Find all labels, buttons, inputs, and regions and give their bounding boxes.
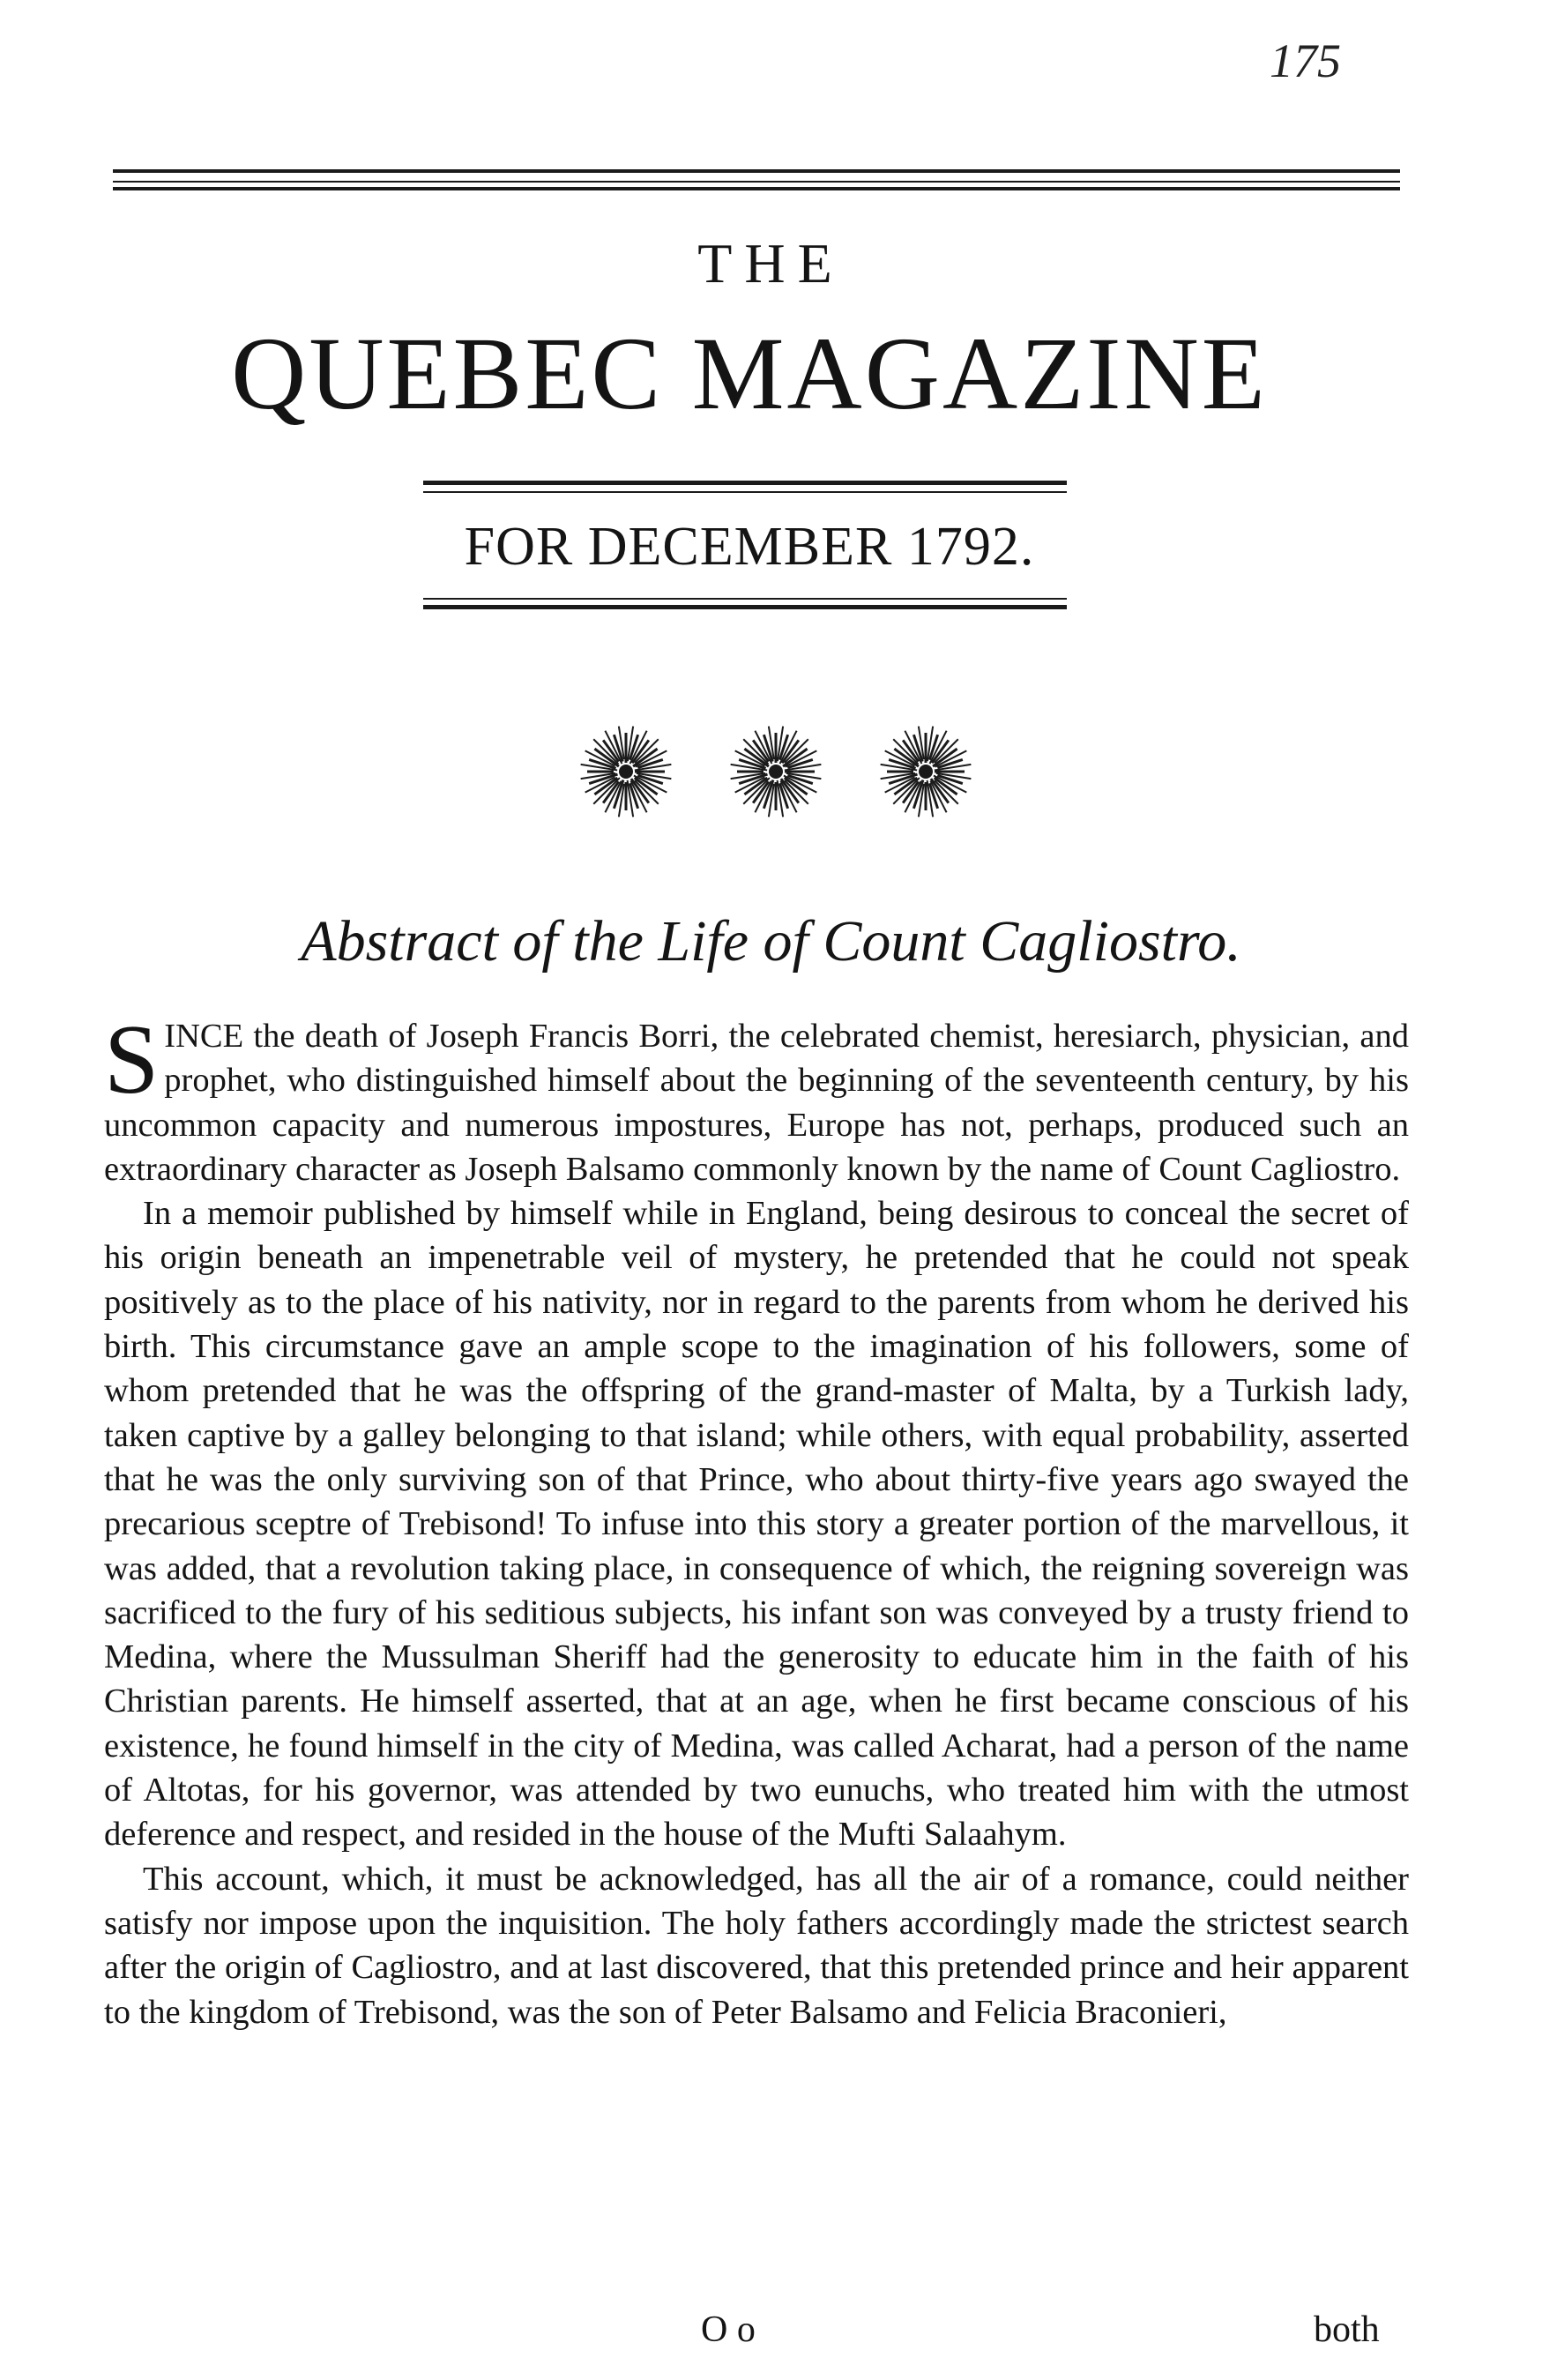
paragraph-2: In a memoir published by himself while in England, being desirous to conceal the secret of his origin beneath an impenetrable veil of mystery, he pretended that he could not speak positively as to the place of his nativity, nor in regard to the parents from whom he derived his birth. This circumstance gave an ample scope to the imagination of his followers, some of whom pretended that he was the offspring of the grand-master of Malta, by a Turkish lady, taken captive by a galley belonging to that island; while others, with equal probability, asserted that he was the only surviving son of that Prince, who about thirty-five years ago swayed the precarious sceptre of Trebisond! To infuse into this story a greater portion of the marvellous, it was added, that a revolution taking place, in consequence of which, the reigning sovereign was sacrificed to the fury of his seditious subjects, his infant son was conveyed by a trusty friend to Medina, where the Mussulman Sheriff had the generosity to educate him in the faith of his Christian parents. He himself asserted, that at an age, when he first became conscious of his existence, he found himself in the city of Medina, was called Acharat, had a person of the name of Altotas, for his governor, was attended by two eunuchs, who treated him with the utmost deference and respect, and resided in the house of the Mufti Salaahym. [104, 1195, 1409, 1854]
sunburst-ornament-icon [731, 727, 822, 817]
signature-mark: O o [701, 2309, 756, 2350]
title-rule-thick [423, 481, 1067, 485]
title-rule-thin [423, 491, 1067, 493]
sunburst-ornament-icon [881, 727, 972, 817]
top-rule [113, 169, 1400, 173]
article-title: Abstract of the Life of Count Cagliostro. [301, 909, 1241, 974]
masthead-title: QUEBEC MAGAZINE [231, 316, 1268, 431]
top-rule-double [113, 187, 1400, 190]
paragraph-3: This account, which, it must be acknowledged, has all the air of a romance, could neither satisfy nor impose upon the inquisition. The holy fathers accordingly made the strictest search after the origin of Cagliostro, and at last discovered, that this pretended prince and heir apparent to the kingdom of Trebisond, was the son of Peter Balsamo and Felicia Braconieri, [104, 1860, 1409, 2031]
sunburst-ornament-icon [581, 727, 672, 817]
issue-rule-thin [423, 598, 1067, 600]
paragraph-1-text: INCE the death of Joseph Francis Borri, the celebrated chemist, heresiarch, physician, and prophet, who distinguished himself about the beginning of the seventeenth century, by his uncommon capacity and numerous impostures, Europe has not, perhaps, produced such an extraordinary character as Joseph Balsamo commonly known by the name of Count Cagliostro. [104, 1018, 1409, 1188]
drop-cap: S [104, 1005, 160, 1115]
issue-rule-thick [423, 605, 1067, 609]
masthead-the: THE [697, 232, 845, 295]
paragraph-1 [104, 1005, 1409, 1191]
issue-date: FOR DECEMBER 1792. [464, 517, 1035, 577]
ornament-row [547, 719, 1005, 824]
catchword: both [1314, 2309, 1380, 2350]
page-number: 175 [1270, 34, 1341, 87]
article-body [104, 1005, 1409, 2034]
top-rule-thin [113, 181, 1400, 183]
